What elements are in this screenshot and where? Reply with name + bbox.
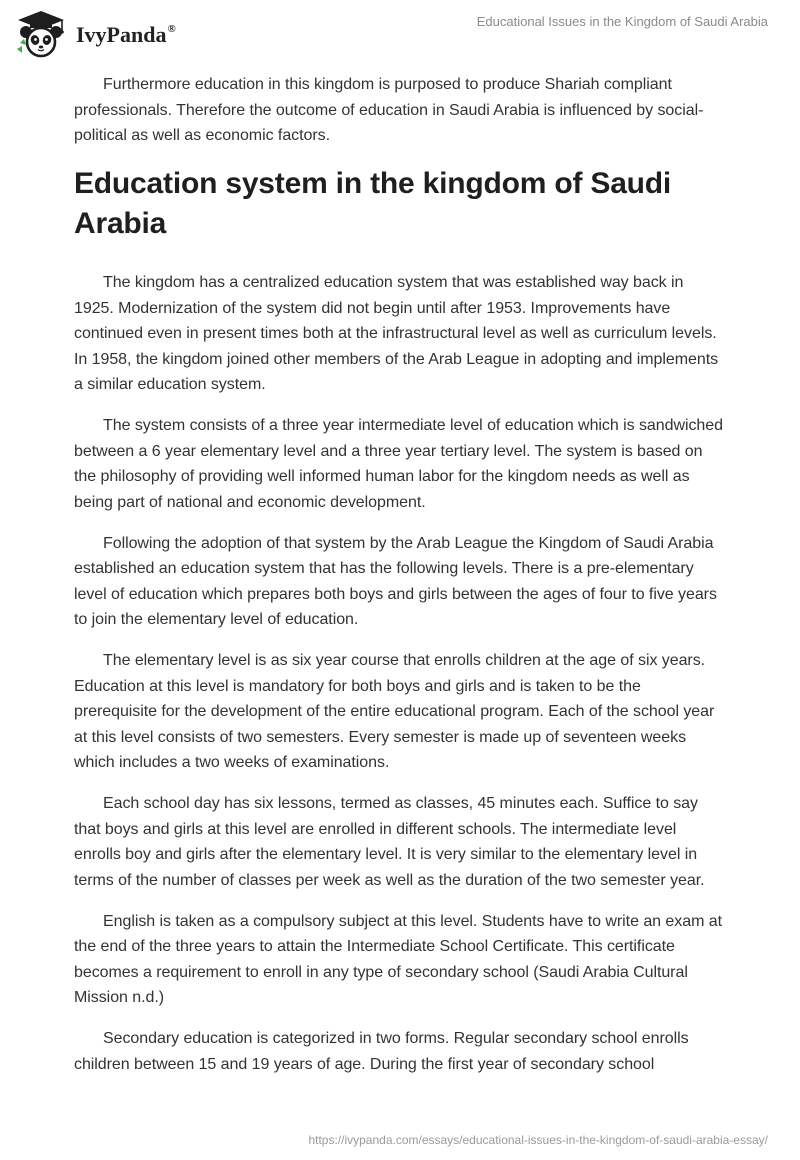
document-title: Educational Issues in the Kingdom of Saudi Arabia (476, 14, 768, 29)
article-body (74, 72, 726, 1093)
intro-paragraph: Furthermore education in this kingdom is purposed to produce Shariah compliant professionals. Therefore the outcome of education in Saudi Arabia is influenced by social-political as well as economic factors. (74, 76, 704, 144)
panda-graduate-icon (14, 9, 68, 59)
paragraph: Secondary education is categorized in two forms. Regular secondary school enrolls children between 15 and 19 years of age. During the first year of secondary school (74, 1030, 689, 1073)
paragraph: The elementary level is as six year course that enrolls children at the age of six years. Education at this level is mandatory for both boys and girls and is taken to be the prerequisite for the development of the entire educational program. Each of the school year at this level consists of two semesters. Every semester is made up of seventeen weeks which includes a two weeks of examinations. (74, 652, 715, 771)
page-header (0, 0, 800, 70)
paragraph: The kingdom has a centralized education system that was established way back in 1925. Modernization of the system did not begin until after 1953. Improvements have continued even in present times both at the infrastructural level as well as curriculum levels. In 1958, the kingdom joined other members of the Arab League in adopting and implements a similar education system. (74, 274, 719, 393)
paragraph: The system consists of a three year intermediate level of education which is sandwiched between a 6 year elementary level and a three year tertiary level. The system is based on the philosophy of providing well informed human labor for the kingdom needs as well as being part of national and economic development. (74, 417, 723, 511)
paragraph: English is taken as a compulsory subject at this level. Students have to write an exam at the end of the three years to attain the Intermediate School Certificate. This certificate becomes a requirement to enroll in any type of secondary school (Saudi Arabia Cultural Mission n.d.) (74, 912, 722, 1006)
brand-name: IvyPanda® (76, 22, 176, 47)
section-heading: Education system in the kingdom of Saudi Arabia (74, 167, 672, 240)
paragraph: Each school day has six lessons, termed as classes, 45 minutes each. Suffice to say that boys and girls at this level are enrolled in different schools. The intermediate level enrolls boy and girls after the elementary level. It is very similar to the elementary level in terms of the number of classes per week as well as the duration of the two semester year. (74, 795, 705, 889)
source-url[interactable]: https://ivypanda.com/essays/educational-issues-in-the-kingdom-of-saudi-arabia-essay/ (308, 1133, 768, 1147)
brand-logo[interactable] (14, 8, 176, 60)
paragraph: Following the adoption of that system by the Arab League the Kingdom of Saudi Arabia established an education system that has the following levels. There is a pre-elementary level of education which prepares both boys and girls between the ages of four to five years to join the elementary level of education. (74, 534, 717, 628)
